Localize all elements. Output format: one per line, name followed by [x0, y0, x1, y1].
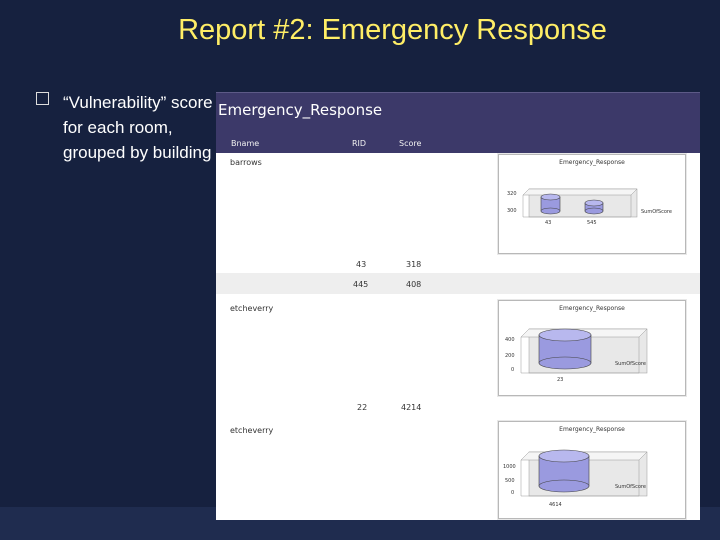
x-category: 4614	[549, 502, 562, 508]
cell-rid: 43	[356, 260, 367, 269]
shaded-row	[216, 273, 700, 294]
chart-title: Emergency_Response	[559, 159, 625, 166]
bar-545	[585, 200, 603, 214]
cell-rid: 22	[357, 403, 368, 412]
column-header-score: Score	[399, 139, 422, 148]
building-label: etcheverry	[230, 304, 274, 313]
chart-2	[498, 300, 686, 396]
chart-title: Emergency_Response	[559, 305, 625, 312]
legend-series: SumOfScore	[641, 209, 672, 215]
bar-4614	[539, 450, 589, 492]
bullet-text: “Vulnerability” score for each room, grouped by building	[63, 93, 213, 162]
legend-series: SumOfScore	[615, 361, 646, 367]
y-tick: 320	[507, 191, 517, 197]
bar-43	[541, 194, 560, 214]
y-tick: 200	[505, 353, 515, 359]
cell-score: 408	[406, 280, 422, 289]
cell-rid: 445	[353, 280, 369, 289]
cell-score: 4214	[401, 403, 422, 412]
slide-title: Report #2: Emergency Response	[178, 14, 607, 46]
bullet-square-icon	[36, 92, 49, 105]
x-category: 23	[557, 377, 564, 383]
bar-23	[539, 329, 591, 369]
y-tick: 500	[505, 478, 515, 484]
building-label: barrows	[230, 158, 262, 167]
legend-series: SumOfScore	[615, 484, 646, 490]
y-tick: 1000	[503, 464, 516, 470]
column-header-rid: RID	[352, 139, 367, 148]
column-header-bname: Bname	[231, 139, 260, 148]
y-tick: 400	[505, 337, 515, 343]
report-title: Emergency_Response	[218, 101, 383, 119]
building-label: etcheverry	[230, 426, 274, 435]
report-header	[216, 92, 700, 153]
report-screenshot	[216, 92, 700, 520]
y-tick: 0	[511, 490, 515, 496]
y-tick: 0	[511, 367, 515, 373]
chart-3	[498, 421, 686, 519]
x-category: 545	[587, 220, 597, 226]
cell-score: 318	[406, 260, 422, 269]
x-category: 43	[545, 220, 552, 226]
chart-1	[498, 154, 686, 254]
chart-title: Emergency_Response	[559, 426, 625, 433]
y-tick: 300	[507, 208, 517, 214]
